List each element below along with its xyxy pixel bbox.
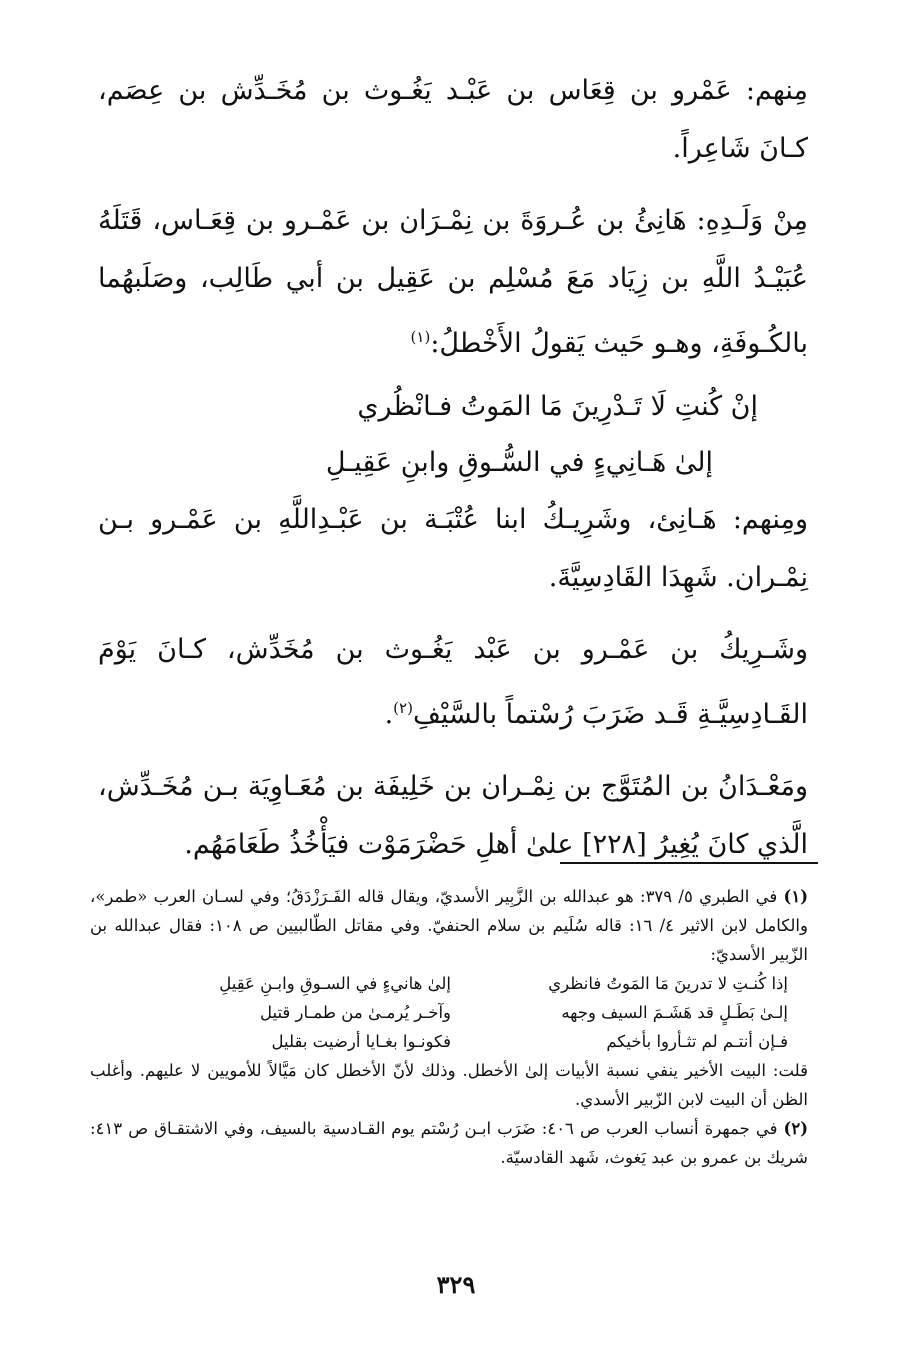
- footnote-ref-1[interactable]: (١): [410, 328, 431, 346]
- poem-line-3-right: فـإن أنتـم لم تثـأروا بأخيكم: [606, 1032, 788, 1051]
- poem-line-1-left: إلىٰ هانيءٍ في السـوقِ وابـنِ عَقِيلِ: [219, 974, 451, 993]
- paragraph-2-text: مِنْ وَلَـدِهِ: هَانِئُ بن عُـروَةَ بن نِمْـرَان بن عَمْـرو بن قِعَـاس، قَتَلَهُ عُبَيْـدُ اللَّهِ بن زِيَاد مَعَ مُسْلِم بن عَقِيل بن أبي طَالِب، وصَلَبهُما بالكُـوفَةِ، وهـو حَيث يَقولُ الأَخْطلُ:: [98, 205, 809, 359]
- footnote-2: [90, 1114, 808, 1172]
- footnote-2-label: (٢): [783, 1119, 808, 1138]
- paragraph-1: مِنهم: عَمْرو بن قِعَاس بن عَبْـد يَغُـوث بن مُخَـدِّش بن عِصَم، كـانَ شَاعِراً.: [98, 75, 808, 164]
- poem-line-1-right: إذا كُنـتِ لا تدرينَ مَا المَوتُ فانظري: [548, 974, 788, 993]
- footnote-poem: [148, 969, 808, 1056]
- footnote-1-comment: قلت: البيت الأخير ينفي نسبة الأبيات إلىٰ الأخطل. وذلك لأنّ الأخطل كان مَيَّالاً للأمويين لا عليهم. وأغلب الظن أن البيت لابن الزّبير الأسدي.: [90, 1061, 808, 1109]
- footnote-1: [90, 882, 808, 969]
- paragraph-2: [98, 192, 808, 373]
- footnotes: [90, 882, 808, 1172]
- verse-line-1: إنْ كُنتِ لَا تَـدْرِينَ مَا المَوتُ فـانْظُري: [357, 391, 758, 422]
- paragraph-4-end: .: [384, 699, 394, 730]
- footnote-divider: [560, 862, 818, 864]
- paragraph-4: [98, 621, 808, 744]
- footnote-ref-2[interactable]: (٢): [393, 699, 413, 717]
- footnote-1-text: في الطبري ٥/ ٣٧٩: هو عبدالله بن الزَّبِير الأسديّ، ويقال قاله الفَـرَزْدَقُ؛ وفي لسـان العرب «طمر»، والكامل لابن الاثير ٤/ ١٦: قاله سُلَيم بن سلام الحنفيّ. وفي مقاتل الطّالبيين ص ١٠٨: فقال عبدالله بن الزّبير الأسديّ:: [90, 887, 808, 964]
- footnote-2-text: في جمهرة أنساب العرب ص ٤٠٦: ضَرَب ابـن رُسْتم يوم القـادسية بالسيف، وفي الاشتقـاق ص ٤١٣: شريك بن عمرو بن عبد يَغوث، شَهد القادسيّة.: [90, 1119, 808, 1167]
- paragraph-4-text: وشَـرِيكُ بن عَمْـرو بن عَبْد يَغُـوث بن مُخَدِّش، كـانَ يَوْمَ القَـادِسِيَّـةِ قَـد ضَرَبَ رُسْتماً بالسَّيْفِ: [98, 634, 808, 730]
- page-number: ٣٢٩: [436, 1270, 476, 1299]
- paragraph-5: ومَعْـدَانُ بن المُتَوَّج بن نِمْـران بن خَلِيفَة بن مُعَـاوِيَة بـن مُخَـدِّش، الَّذي كانَ يُغِيرُ [٢٢٨] علىٰ أهلِ حَضْرَمَوْت فيَأْخُذُ طَعَامَهُم.: [98, 771, 808, 860]
- verse-line-2: إلىٰ هَـانِيءٍ في السُّـوقِ وابنِ عَقِيـلِ: [325, 447, 713, 478]
- footnote-1-label: (١): [783, 887, 808, 906]
- paragraph-3: ومِنهم: هَـانِئ، وشَرِيـكُ ابنا عُتْبَـة بن عَبْـدِاللَّهِ بن عَمْـرو بـن نِمْـران. شَهِدَا القَادِسِيَّةَ.: [98, 504, 808, 593]
- poem-line-2-right: إلـىٰ بَطَـلٍ قد هَشَـمَ السيف وجهه: [561, 1003, 788, 1022]
- main-text: [98, 62, 808, 888]
- poem-line-3-left: فكونـوا بغـايا أرضيت بقليل: [271, 1032, 451, 1051]
- poem-line-2-left: وآخـر يُرمـىٰ من طمـار قتيل: [259, 1003, 451, 1022]
